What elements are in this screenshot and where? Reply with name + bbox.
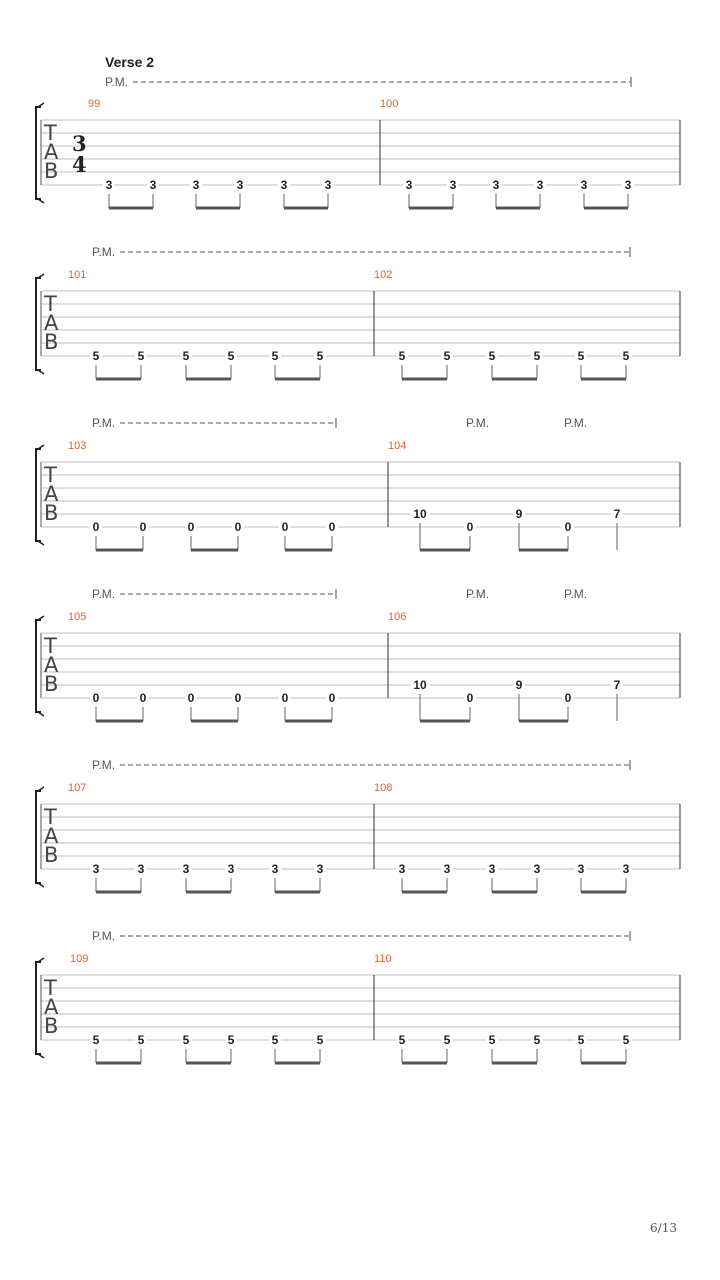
palm-mute-label: P.M. (564, 587, 588, 601)
fret-number: 5 (398, 349, 406, 363)
palm-mute-label: P.M. (92, 587, 116, 601)
time-signature-top: 3 (72, 131, 87, 156)
time-signature-bottom: 4 (72, 152, 87, 177)
fret-number: 5 (533, 349, 541, 363)
page-number: 6/13 (650, 1221, 677, 1235)
fret-number: 0 (281, 691, 289, 705)
fret-number: 3 (488, 862, 496, 876)
measure-number: 110 (374, 953, 392, 965)
fret-number: 0 (466, 691, 474, 705)
palm-mute-label: P.M. (92, 245, 116, 259)
fret-number: 3 (324, 178, 332, 192)
fret-number: 5 (182, 349, 190, 363)
fret-number: 5 (316, 349, 324, 363)
fret-number: 3 (227, 862, 235, 876)
fret-number: 5 (443, 1033, 451, 1047)
fret-number: 5 (316, 1033, 324, 1047)
fret-number: 5 (92, 349, 100, 363)
fret-number: 0 (187, 520, 195, 534)
fret-number: 5 (488, 349, 496, 363)
fret-number: 0 (564, 520, 572, 534)
fret-number: 5 (137, 1033, 145, 1047)
palm-mute-label: P.M. (466, 416, 490, 430)
fret-number: 3 (182, 862, 190, 876)
fret-number: 0 (187, 691, 195, 705)
palm-mute-label: P.M. (466, 587, 490, 601)
fret-number: 3 (280, 178, 288, 192)
fret-number: 5 (577, 349, 585, 363)
measure-number: 104 (388, 440, 407, 452)
staff-bracket (36, 107, 41, 199)
fret-number: 5 (227, 1033, 235, 1047)
tab-clef-letter: A (44, 653, 59, 677)
palm-mute-label: P.M. (564, 416, 588, 430)
tab-clef-letter: B (44, 1014, 59, 1038)
fret-number: 5 (622, 1033, 630, 1047)
tab-clef-letter: A (44, 995, 59, 1019)
fret-number: 3 (398, 862, 406, 876)
tab-clef-letter: B (44, 843, 59, 867)
staff-bracket (36, 449, 41, 541)
fret-number: 3 (577, 862, 585, 876)
measure-number: 101 (68, 269, 87, 281)
fret-number: 0 (328, 691, 336, 705)
fret-number: 3 (405, 178, 413, 192)
measure-number: 103 (68, 440, 87, 452)
fret-number: 5 (92, 1033, 100, 1047)
fret-number: 3 (443, 862, 451, 876)
fret-number: 0 (92, 691, 100, 705)
staff-bracket (36, 620, 41, 712)
fret-number: 10 (413, 507, 427, 521)
tab-clef-letter: T (44, 121, 57, 145)
measure-number: 99 (88, 98, 101, 110)
fret-number: 5 (488, 1033, 496, 1047)
fret-number: 0 (92, 520, 100, 534)
tab-clef-letter: A (44, 482, 59, 506)
tab-clef-letter: T (44, 976, 57, 1000)
fret-number: 3 (236, 178, 244, 192)
tab-clef-letter: B (44, 159, 59, 183)
fret-number: 5 (443, 349, 451, 363)
fret-number: 3 (449, 178, 457, 192)
fret-number: 7 (613, 678, 621, 692)
fret-number: 5 (182, 1033, 190, 1047)
fret-number: 0 (466, 520, 474, 534)
tab-clef-letter: A (44, 824, 59, 848)
fret-number: 5 (577, 1033, 585, 1047)
fret-number: 0 (139, 691, 147, 705)
fret-number: 5 (271, 1033, 279, 1047)
fret-number: 3 (622, 862, 630, 876)
measure-number: 109 (70, 953, 89, 965)
tab-clef-letter: T (44, 292, 57, 316)
measure-number: 108 (374, 782, 393, 794)
fret-number: 3 (271, 862, 279, 876)
fret-number: 5 (137, 349, 145, 363)
tab-clef-letter: B (44, 672, 59, 696)
fret-number: 0 (328, 520, 336, 534)
tab-clef-letter: B (44, 501, 59, 525)
fret-number: 3 (92, 862, 100, 876)
staff-bracket (36, 962, 41, 1054)
palm-mute-label: P.M. (92, 758, 116, 772)
tab-clef-letter: T (44, 634, 57, 658)
fret-number: 3 (149, 178, 157, 192)
palm-mute-label: P.M. (92, 416, 116, 430)
fret-number: 7 (613, 507, 621, 521)
fret-number: 9 (515, 678, 523, 692)
fret-number: 0 (234, 520, 242, 534)
tab-clef-letter: T (44, 463, 57, 487)
fret-number: 9 (515, 507, 523, 521)
tab-clef-letter: A (44, 140, 59, 164)
staff-bracket (36, 278, 41, 370)
fret-number: 0 (139, 520, 147, 534)
fret-number: 3 (533, 862, 541, 876)
fret-number: 5 (533, 1033, 541, 1047)
measure-number: 105 (68, 611, 87, 623)
fret-number: 0 (564, 691, 572, 705)
section-label: Verse 2 (105, 54, 155, 70)
fret-number: 5 (398, 1033, 406, 1047)
fret-number: 0 (281, 520, 289, 534)
palm-mute-label: P.M. (105, 75, 129, 89)
fret-number: 3 (580, 178, 588, 192)
palm-mute-label: P.M. (92, 929, 116, 943)
fret-number: 3 (536, 178, 544, 192)
measure-number: 106 (388, 611, 407, 623)
staff-bracket (36, 791, 41, 883)
fret-number: 3 (316, 862, 324, 876)
fret-number: 3 (192, 178, 200, 192)
fret-number: 3 (105, 178, 113, 192)
measure-number: 107 (68, 782, 87, 794)
fret-number: 5 (622, 349, 630, 363)
measure-number: 100 (380, 98, 399, 110)
fret-number: 10 (413, 678, 427, 692)
fret-number: 0 (234, 691, 242, 705)
fret-number: 3 (137, 862, 145, 876)
tab-clef-letter: B (44, 330, 59, 354)
fret-number: 5 (227, 349, 235, 363)
fret-number: 3 (624, 178, 632, 192)
fret-number: 5 (271, 349, 279, 363)
fret-number: 3 (492, 178, 500, 192)
measure-number: 102 (374, 269, 393, 281)
tab-clef-letter: T (44, 805, 57, 829)
tab-clef-letter: A (44, 311, 59, 335)
